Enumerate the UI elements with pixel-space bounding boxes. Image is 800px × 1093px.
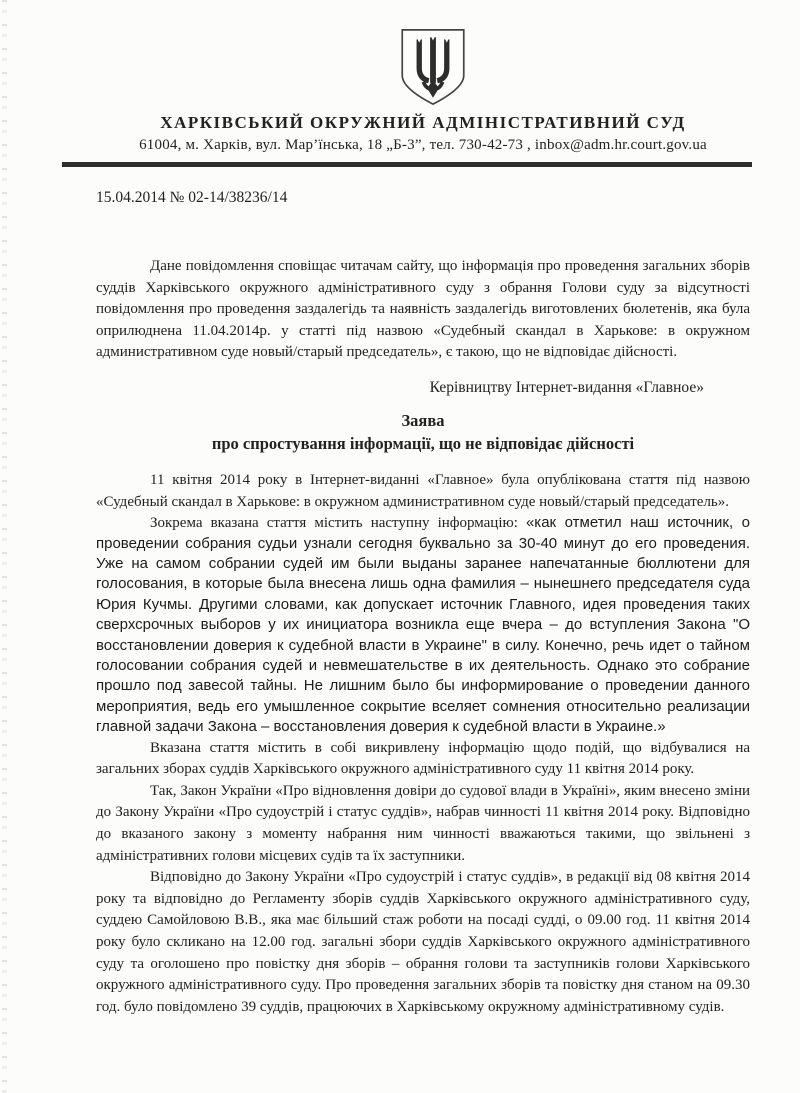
court-name: ХАРКІВСЬКИЙ ОКРУЖНИЙ АДМІНІСТРАТИВНИЙ СУД [160, 113, 686, 132]
trident-icon [398, 26, 468, 108]
statement-title: Заява [401, 410, 445, 430]
court-address-line: 61004, м. Харків, вул. Мар’їнська, 18 „Б-3”, тел. 730-42-73 , inbox@adm.hr.court.gov.ua [139, 137, 707, 153]
statement-subtitle: про спростування інформації, що не відповідає дійсності [211, 433, 635, 453]
paragraph-law-effective: Так, Закон України «Про відновлення довіри до судової влади в Україні», яким внесено зміни до Закону України «Про судоустрій і статус суддів», набрав чинності 11 квітня 2014 року. Відповідно до вказаного закону з моменту набрання ним чинності вважаються такими, що звільнені з адміністративних голови місцевих судів та їх заступники. [96, 782, 750, 864]
paragraph-publication: 11 квітня 2014 року в Інтернет-виданні «Главное» була опублікована стаття під назвою «Судебный скандал в Харькове: в окружном административном суде новый/старый председатель». [96, 471, 750, 510]
ukraine-coat-of-arms [398, 26, 468, 108]
letterhead [96, 26, 750, 167]
paragraph-assembly: Відповідно до Закону України «Про судоустрій і статус суддів», в редакції від 08 квітня 2014 року та відповідно до Регламенту зборів суддів Харківського окружного адміністративного суду, суддею Самойловою В.В., яка має більший стаж роботи на посаді судді, о 09.00 год. 11 квітня 2014 року було скликано на 12.00 год. загальні збори суддів Харківського окружного адміністративного суду та оголошено про повістку дня зборів – обрання голови та заступників голови Харківського окружного адміністративного суду. Про проведення загальних зборів та повістку дня станом на 09.30 год. було повідомлено 39 суддів, працюючих в Харківському окружному адміністративному судів. [96, 869, 750, 1015]
quoted-article-text: «как отметил наш источник, о проведении собрания судьи узнали сегодня буквально за 30-40 минут до его проведения. Уже на самом собрании судей им были выданы заранее напечатанные бюллютени для голосования, в которые была внесена лишь одна фамилия – нынешнего председателя суда Юрия Кучмы. Другими словами, как допускает источник Главного, идея проведения таких сверхсрочных выборов у их инициатора возникла еще вчера – до вступления Закона "О восстановлении доверия к судебной власти в Украине" в силу. Конечно, речь идет о тайном голосовании собрания судей и невмешательстве в их деятельность. Однако это собрание прошло под завесой тайны. Не лишним было бы информирование о проведении данного мероприятия, ведь его умышленное сокрытие вселяет сомнения относительно реализации главной задачи Закона – восстановления доверия к судебной власти в Украине.» [96, 514, 750, 736]
paragraph-quoted-article [96, 513, 750, 737]
paragraph-distortion: Вказана стаття містить в собі викривлену інформацію щодо подій, що відбувалися на загальних зборах суддів Харківського окружного адміністративного суду 11 квітня 2014 року. [96, 739, 750, 778]
reference-number: 15.04.2014 № 02-14/38236/14 [96, 189, 288, 206]
addressee-line: Керівництву Інтернет-видання «Главное» [429, 378, 704, 396]
notice-paragraph: Дане повідомлення сповіщає читачам сайту, що інформація про проведення загальних зборів суддів Харківського окружного адміністративного суду з обрання Голови суду за відсутності повідомлення про проведення заздалегідь та наявність заздалегідь виготовлених бюлетенів, яка була оприлюднена 11.04.2014р. у статті під назвою «Судебный скандал в Харькове: в окружном административном суде новый/старый председатель», є такою, що не відповідає дійсності. [96, 258, 750, 361]
document-content [0, 26, 800, 1018]
letterhead-divider [62, 162, 752, 167]
quote-intro-text: Зокрема вказана стаття містить наступну інформацію: [150, 515, 526, 532]
